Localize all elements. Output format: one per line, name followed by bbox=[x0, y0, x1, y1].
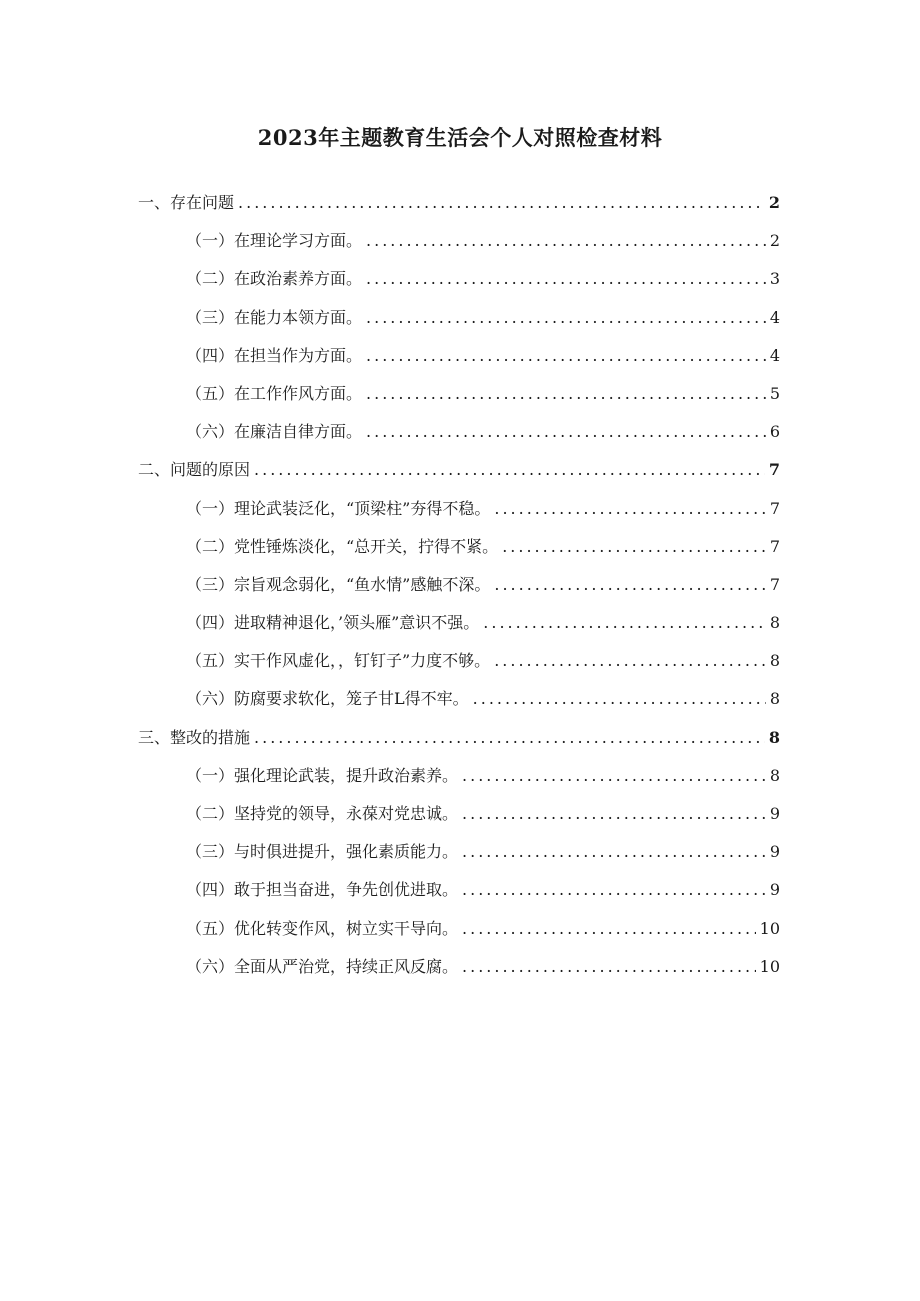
toc-entry[interactable] bbox=[138, 572, 780, 610]
toc-page-number: 9 bbox=[769, 804, 780, 823]
toc-page-number: 7 bbox=[769, 498, 780, 518]
toc-page-number: 8 bbox=[769, 765, 780, 785]
toc-entry[interactable] bbox=[138, 266, 780, 304]
toc-dot-leader bbox=[366, 231, 766, 250]
toc-dot-leader bbox=[366, 346, 766, 365]
toc-page-number: 8 bbox=[769, 613, 780, 633]
toc-entry-label: 二、问题的原因 bbox=[138, 460, 251, 480]
toc-dot-leader bbox=[366, 422, 766, 441]
toc-entry[interactable] bbox=[138, 648, 780, 686]
toc-dot-leader bbox=[483, 613, 766, 632]
toc-dot-leader bbox=[462, 919, 756, 938]
toc-entry[interactable] bbox=[138, 725, 780, 763]
toc-entry-label: （四）进取精神退化，’领头雁”意识不强。 bbox=[186, 613, 480, 633]
toc-entry[interactable] bbox=[138, 916, 780, 954]
toc-dot-leader bbox=[462, 842, 766, 861]
toc-entry-label: （四）敢于担当奋进，争先创优进取。 bbox=[186, 880, 459, 900]
toc-entry-label: （三）在能力本领方面。 bbox=[186, 307, 363, 327]
toc-page-number: 5 bbox=[769, 383, 780, 403]
toc-entry[interactable] bbox=[138, 305, 780, 343]
toc-entry[interactable] bbox=[138, 877, 780, 915]
toc-entry[interactable] bbox=[138, 686, 780, 724]
toc-dot-leader bbox=[254, 460, 765, 479]
toc-page-number: 8 bbox=[769, 651, 780, 671]
toc-entry-label: （二）坚持党的领导，永葆对党忠诚。 bbox=[186, 804, 459, 823]
toc-entry-label: （一）强化理论武装，提升政治素养。 bbox=[186, 765, 459, 785]
toc-entry[interactable] bbox=[138, 496, 780, 534]
toc-entry[interactable] bbox=[138, 190, 780, 228]
toc-page-number: 7 bbox=[769, 574, 780, 594]
toc-dot-leader bbox=[238, 193, 765, 212]
toc-dot-leader bbox=[462, 880, 766, 899]
toc-dot-leader bbox=[494, 651, 766, 670]
toc-entry-label: （六）在廉洁自律方面。 bbox=[186, 422, 363, 442]
toc-page-number: 7 bbox=[769, 536, 780, 556]
toc-page-number: 7 bbox=[768, 460, 780, 480]
table-of-contents bbox=[138, 190, 780, 992]
toc-dot-leader bbox=[254, 728, 765, 747]
toc-page-number: 8 bbox=[769, 689, 780, 709]
toc-dot-leader bbox=[462, 766, 766, 785]
toc-entry-label: （三）与时俱进提升，强化素质能力。 bbox=[186, 842, 459, 862]
toc-page-number: 9 bbox=[769, 880, 780, 900]
toc-entry[interactable] bbox=[138, 839, 780, 877]
toc-dot-leader bbox=[366, 384, 766, 403]
toc-page-number: 4 bbox=[769, 345, 780, 365]
toc-dot-leader bbox=[494, 575, 765, 594]
toc-entry[interactable] bbox=[138, 763, 780, 801]
toc-entry[interactable] bbox=[138, 801, 780, 839]
toc-dot-leader bbox=[494, 499, 765, 518]
toc-dot-leader bbox=[462, 804, 766, 823]
toc-entry-label: （四）在担当作为方面。 bbox=[186, 345, 363, 365]
toc-entry[interactable] bbox=[138, 343, 780, 381]
toc-entry-label: 一、存在问题 bbox=[138, 193, 235, 212]
toc-page-number: 8 bbox=[768, 727, 780, 747]
toc-dot-leader bbox=[473, 689, 766, 708]
toc-entry-label: （五）优化转变作风，树立实干导向。 bbox=[186, 918, 459, 938]
toc-entry-label: （一）理论武装泛化，“顶梁柱”夯得不稳。 bbox=[186, 498, 491, 518]
toc-entry[interactable] bbox=[138, 610, 780, 648]
toc-entry[interactable] bbox=[138, 419, 780, 457]
toc-entry-label: （一）在理论学习方面。 bbox=[186, 231, 363, 251]
toc-entry[interactable] bbox=[138, 228, 780, 266]
toc-entry[interactable] bbox=[138, 381, 780, 419]
page-title: 2023年主题教育生活会个人对照检查材料 bbox=[257, 125, 663, 150]
toc-entry-label: （二）党性锤炼淡化，“总开关，拧得不紧。 bbox=[186, 536, 499, 556]
toc-dot-leader bbox=[366, 269, 766, 288]
toc-page-number: 3 bbox=[769, 269, 780, 289]
toc-entry[interactable] bbox=[138, 534, 780, 572]
toc-page-number: 10 bbox=[759, 956, 780, 976]
toc-dot-leader bbox=[366, 308, 766, 327]
toc-entry-label: （六）全面从严治党，持续正风反腐。 bbox=[186, 956, 459, 976]
toc-page-number: 4 bbox=[769, 307, 780, 327]
toc-page-number: 2 bbox=[769, 231, 780, 251]
toc-page-number: 9 bbox=[769, 842, 780, 862]
toc-entry-label: （二）在政治素养方面。 bbox=[186, 269, 363, 289]
toc-page-number: 10 bbox=[759, 918, 780, 938]
toc-entry-label: （六）防腐要求软化，笼子甘L得不牢。 bbox=[186, 689, 469, 709]
toc-dot-leader bbox=[502, 537, 766, 556]
toc-page-number: 2 bbox=[768, 193, 780, 212]
toc-entry-label: （五）实干作风虚化，，钉钉子”力度不够。 bbox=[186, 651, 491, 671]
toc-dot-leader bbox=[462, 957, 756, 976]
toc-entry-label: 三、整改的措施 bbox=[138, 727, 251, 747]
toc-entry[interactable] bbox=[138, 954, 780, 992]
toc-entry-label: （五）在工作作风方面。 bbox=[186, 383, 363, 403]
toc-entry[interactable] bbox=[138, 457, 780, 495]
toc-page-number: 6 bbox=[769, 422, 780, 442]
toc-entry-label: （三）宗旨观念弱化，“鱼水情”感触不深。 bbox=[186, 574, 491, 594]
